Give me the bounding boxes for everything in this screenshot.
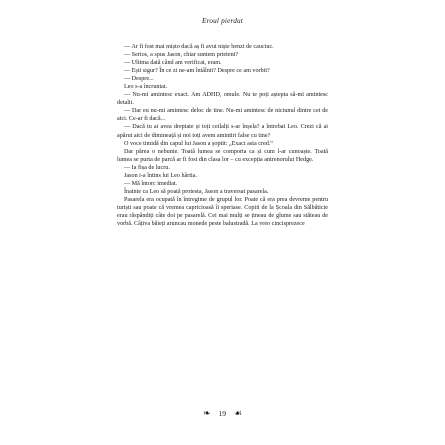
paragraph: — Ultima dată când am verificat, eram. — [124, 60, 222, 67]
ornament-left-icon: ❧ — [202, 408, 211, 418]
running-head: Eroul pierdut — [202, 17, 243, 25]
paragraph: — Ia fișa de lucru. — [124, 164, 170, 171]
paragraph: Înainte ca Leo să poată protesta, Jason a traversat pasarela. — [124, 188, 269, 195]
paragraph: Pasarela era ocupată în întregime de grupul lor. Poate că era prea devreme pentru turiști sau poate că vremea capricioasă îi speriase. Copiii de la Școala din Sălbăticie erau răspândiți câte doi pe pasarelă. Cei mai mulți se țineau de glume sau stăteau de vorbă. Câțiva băieți aruncau monede peste balustradă. La vreo cincisprezece — [117, 196, 328, 228]
paragraph: — Mă întorc imediat. — [124, 180, 178, 187]
paragraph: Leo s-a încruntat. — [124, 84, 168, 91]
paragraph: Dar părea o nebunie. Toată lumea se comporta ca și cum l-ar cunoaște. Toată lumea se purta de parcă ar fi fost din clasa lor – cu excepția antrenorului Hedge. — [117, 148, 328, 163]
ornament-right-icon: ☙ — [233, 408, 243, 418]
page-number: 19 — [218, 409, 226, 418]
paragraph: — Dacă tu ai avea dreptate și toți ceilalți s-ar înșela? a întrebat Leo. Crezi că ai apărut aici de dimineață și noi toți avem amintiri false cu tine? — [117, 124, 328, 139]
paragraph: — Serios, a spus Jason, chiar suntem prieteni? — [124, 52, 239, 59]
paragraph: O voce timidă din capul lui Jason a șoptit: „Exact asta cred.“ — [124, 140, 274, 147]
paragraph: — Ar fi fost mai mișto dacă aș fi avut niște benzi de cauciuc. — [124, 44, 274, 50]
paragraph: — Ești sigur? În ce zi ne-am întâlnit? Despre ce am vorbit? — [124, 68, 270, 75]
paragraph: — Nu-mi amintesc exact. Am ADHD, omule. Nu te poți aștepta să-mi amintesc detalii. — [117, 92, 328, 107]
paragraph: Jason i-a întins lui Leo hârtia. — [124, 172, 197, 179]
paragraph: — Dar eu nu-mi amintesc deloc de tine. Nu-mi amintesc de niciunul dintre cei de aici. Ce-ar fi dacă... — [117, 108, 328, 123]
page-footer — [0, 409, 445, 418]
paragraph: — Despre... — [124, 76, 154, 83]
body-text — [117, 43, 328, 228]
